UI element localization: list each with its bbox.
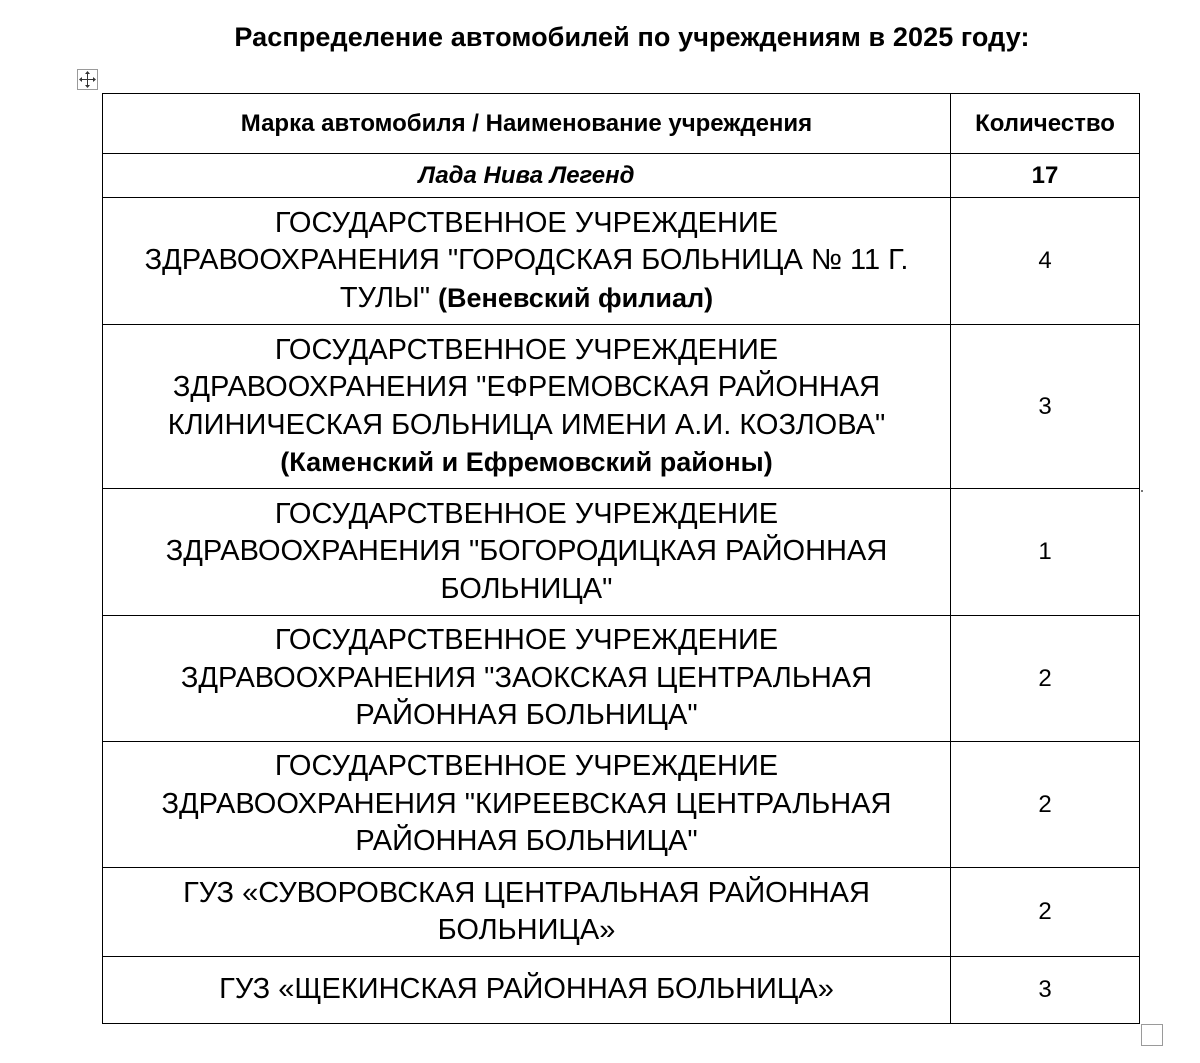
table-row	[103, 489, 1140, 616]
page-title: Распределение автомобилей по учреждениям в 2025 году:	[234, 22, 1030, 52]
branch-note: (Веневский филиал)	[438, 282, 714, 313]
institution-name: ГОСУДАРСТВЕННОЕ УЧРЕЖДЕНИЕ ЗДРАВООХРАНЕНИЯ "ЕФРЕМОВСКАЯ РАЙОННАЯ КЛИНИЧЕСКАЯ БОЛЬНИЦА ИМЕНИ А.И. КОЗЛОВА" (Каменский и Ефремовский районы)	[103, 325, 951, 489]
institution-count: 2	[951, 616, 1140, 742]
header-count: Количество	[951, 94, 1140, 154]
table-resize-handle[interactable]	[1141, 1024, 1163, 1046]
institution-name: ГУЗ «СУВОРОВСКАЯ ЦЕНТРАЛЬНАЯ РАЙОННАЯ БОЛЬНИЦА»	[103, 868, 951, 957]
institution-count: 2	[951, 742, 1140, 868]
table-row	[103, 957, 1140, 1024]
stray-mark	[1141, 490, 1143, 492]
institution-count: 3	[951, 325, 1140, 489]
brand-name: Лада Нива Легенд	[103, 154, 951, 198]
table-row	[103, 325, 1140, 489]
move-arrows-icon	[78, 70, 97, 89]
table-row	[103, 198, 1140, 325]
institution-count: 3	[951, 957, 1140, 1024]
table-row	[103, 868, 1140, 957]
institution-count: 1	[951, 489, 1140, 616]
institution-name: ГОСУДАРСТВЕННОЕ УЧРЕЖДЕНИЕ ЗДРАВООХРАНЕНИЯ "БОГОРОДИЦКАЯ РАЙОННАЯ БОЛЬНИЦА"	[103, 489, 951, 616]
table-row	[103, 616, 1140, 742]
institution-name: ГОСУДАРСТВЕННОЕ УЧРЕЖДЕНИЕ ЗДРАВООХРАНЕНИЯ "ГОРОДСКАЯ БОЛЬНИЦА № 11 Г. ТУЛЫ" (Веневский филиал)	[103, 198, 951, 325]
header-name: Марка автомобиля / Наименование учреждения	[103, 94, 951, 154]
table-move-handle[interactable]	[77, 69, 98, 90]
institution-name: ГОСУДАРСТВЕННОЕ УЧРЕЖДЕНИЕ ЗДРАВООХРАНЕНИЯ "ЗАОКСКАЯ ЦЕНТРАЛЬНАЯ РАЙОННАЯ БОЛЬНИЦА"	[103, 616, 951, 742]
branch-note: (Каменский и Ефремовский районы)	[280, 447, 773, 477]
brand-count: 17	[951, 154, 1140, 198]
institution-count: 2	[951, 868, 1140, 957]
header-row	[103, 94, 1140, 154]
distribution-table	[102, 93, 1140, 1024]
brand-row	[103, 154, 1140, 198]
table-row	[103, 742, 1140, 868]
institution-name: ГУЗ «ЩЕКИНСКАЯ РАЙОННАЯ БОЛЬНИЦА»	[103, 957, 951, 1024]
institution-name: ГОСУДАРСТВЕННОЕ УЧРЕЖДЕНИЕ ЗДРАВООХРАНЕНИЯ "КИРЕЕВСКАЯ ЦЕНТРАЛЬНАЯ РАЙОННАЯ БОЛЬНИЦА"	[103, 742, 951, 868]
institution-count: 4	[951, 198, 1140, 325]
